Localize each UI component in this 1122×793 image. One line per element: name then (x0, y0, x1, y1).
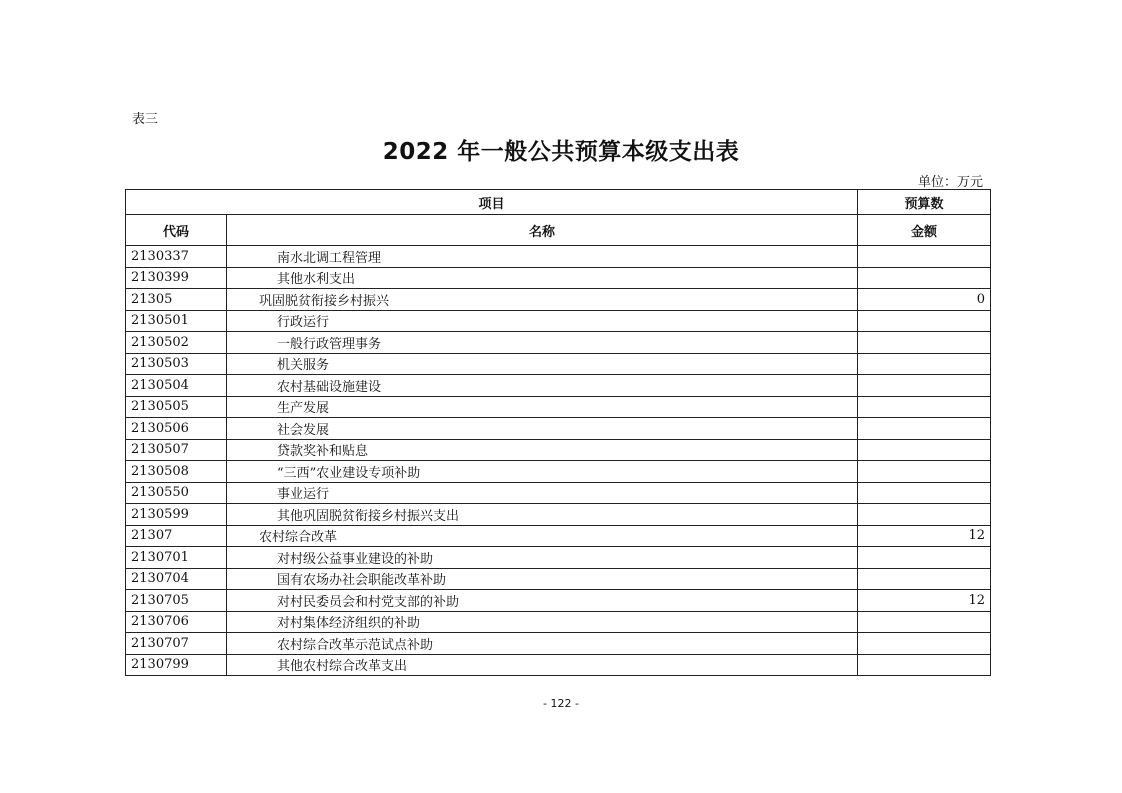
row-amount (858, 547, 991, 569)
table-row (126, 525, 991, 547)
row-amount (858, 654, 991, 676)
row-amount (858, 461, 991, 483)
table-row (126, 633, 991, 655)
row-name: 国有农场办社会职能改革补助 (227, 568, 858, 590)
unit-label: 单位：万元 (917, 175, 983, 190)
row-code: 2130502 (126, 332, 227, 354)
row-amount (858, 353, 991, 375)
table-row (126, 504, 991, 526)
row-name: 农村综合改革 (227, 525, 858, 547)
row-code: 2130550 (126, 482, 227, 504)
row-amount (858, 310, 991, 332)
row-amount (858, 418, 991, 440)
row-code: 2130399 (126, 267, 227, 289)
row-name: 事业运行 (227, 482, 858, 504)
row-amount (858, 568, 991, 590)
row-name: 其他水利支出 (227, 267, 858, 289)
row-amount (858, 396, 991, 418)
row-name: 对村级公益事业建设的补助 (227, 547, 858, 569)
header-row-secondary (126, 215, 991, 246)
row-name: 其他巩固脱贫衔接乡村振兴支出 (227, 504, 858, 526)
table-row (126, 461, 991, 483)
row-code: 2130508 (126, 461, 227, 483)
row-code: 2130507 (126, 439, 227, 461)
sheet-label: 表三 (132, 112, 159, 127)
row-amount: 12 (858, 590, 991, 612)
budget-table (125, 189, 991, 676)
table-row (126, 439, 991, 461)
row-code: 2130704 (126, 568, 227, 590)
table-row (126, 353, 991, 375)
row-name: 机关服务 (227, 353, 858, 375)
row-code: 2130504 (126, 375, 227, 397)
table-row (126, 568, 991, 590)
table-row (126, 396, 991, 418)
row-amount (858, 267, 991, 289)
table-row (126, 375, 991, 397)
row-amount (858, 439, 991, 461)
row-code: 2130501 (126, 310, 227, 332)
page-number: - 122 - (543, 697, 579, 710)
row-code: 2130705 (126, 590, 227, 612)
row-code: 2130503 (126, 353, 227, 375)
row-amount: 12 (858, 525, 991, 547)
table-row (126, 246, 991, 268)
row-amount (858, 375, 991, 397)
header-name: 名称 (227, 215, 858, 246)
table-row (126, 654, 991, 676)
row-code: 2130701 (126, 547, 227, 569)
table-row (126, 482, 991, 504)
row-name: “三西”农业建设专项补助 (227, 461, 858, 483)
row-name: 农村综合改革示范试点补助 (227, 633, 858, 655)
row-name: 对村集体经济组织的补助 (227, 611, 858, 633)
row-amount: 0 (858, 289, 991, 311)
table-body (126, 246, 991, 676)
row-amount (858, 633, 991, 655)
table-row (126, 332, 991, 354)
row-name: 巩固脱贫衔接乡村振兴 (227, 289, 858, 311)
header-item: 项目 (126, 190, 858, 215)
row-amount (858, 332, 991, 354)
row-code: 21305 (126, 289, 227, 311)
table-row (126, 289, 991, 311)
table-row (126, 310, 991, 332)
table-row (126, 547, 991, 569)
row-code: 2130506 (126, 418, 227, 440)
header-amount: 金额 (858, 215, 991, 246)
row-name: 社会发展 (227, 418, 858, 440)
header-budget: 预算数 (858, 190, 991, 215)
header-code: 代码 (126, 215, 227, 246)
table-row (126, 418, 991, 440)
row-name: 其他农村综合改革支出 (227, 654, 858, 676)
row-name: 行政运行 (227, 310, 858, 332)
row-amount (858, 246, 991, 268)
row-name: 南水北调工程管理 (227, 246, 858, 268)
row-code: 2130706 (126, 611, 227, 633)
header-row-primary (126, 190, 991, 215)
row-code: 2130599 (126, 504, 227, 526)
row-code: 2130707 (126, 633, 227, 655)
row-name: 生产发展 (227, 396, 858, 418)
table-row (126, 611, 991, 633)
row-amount (858, 504, 991, 526)
row-code: 2130799 (126, 654, 227, 676)
row-name: 一般行政管理事务 (227, 332, 858, 354)
row-code: 2130337 (126, 246, 227, 268)
row-name: 农村基础设施建设 (227, 375, 858, 397)
row-code: 21307 (126, 525, 227, 547)
table-row (126, 267, 991, 289)
row-code: 2130505 (126, 396, 227, 418)
row-amount (858, 482, 991, 504)
table-row (126, 590, 991, 612)
row-name: 贷款奖补和贴息 (227, 439, 858, 461)
page-title: 2022 年一般公共预算本级支出表 (382, 139, 740, 165)
row-amount (858, 611, 991, 633)
row-name: 对村民委员会和村党支部的补助 (227, 590, 858, 612)
